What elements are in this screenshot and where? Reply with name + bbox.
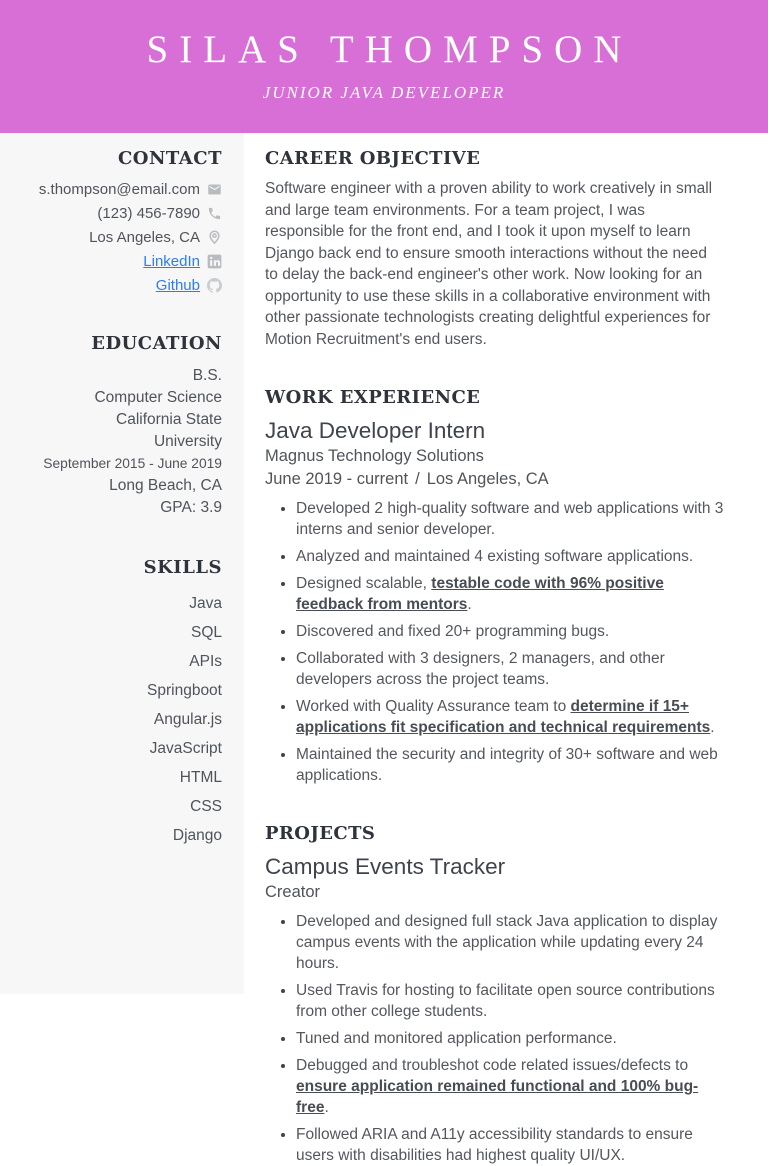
email-text: s.thompson@email.com [38, 181, 200, 198]
project-role: Creator [265, 883, 321, 901]
meta-separator: / [415, 470, 420, 488]
job-location: Los Angeles, CA [426, 470, 549, 488]
github-link[interactable]: Github [155, 277, 200, 294]
bullet-text: Worked with Quality Assurance team to [296, 698, 571, 715]
contact-email-row [12, 180, 222, 199]
job-dates: June 2019 - current [265, 470, 409, 488]
candidate-name: SILAS THOMPSON [146, 28, 633, 71]
bullet-text: . [710, 719, 715, 736]
bullet-text: Analyzed and maintained 4 existing software applications. [296, 548, 694, 565]
project-bullet [296, 1055, 724, 1118]
bullet-text: Maintained the security and integrity of 30+ software and web applications. [296, 746, 718, 784]
location-pin-icon [207, 230, 222, 245]
project-bullet-list [265, 911, 724, 1166]
bullet-text: . [324, 1099, 329, 1116]
experience-bullet [296, 498, 724, 540]
skill-item: JavaScript [149, 740, 222, 757]
education-major: Computer Science [94, 389, 222, 406]
skill-item: Springboot [147, 682, 222, 699]
skill-item: HTML [179, 769, 222, 786]
bullet-text: Discovered and fixed 20+ programming bugs. [296, 623, 610, 640]
highlighted-text: ensure application remained functional and 100% bug-free [296, 1078, 699, 1116]
main-content [244, 133, 768, 1164]
experience-bullet [296, 744, 724, 786]
bullet-text: Developed and designed full stack Java application to display campus events with the application while updating every 24 hours. [296, 913, 718, 972]
projects-section [265, 823, 724, 1166]
skills-heading: SKILLS [143, 557, 222, 578]
contact-location-row [12, 228, 222, 247]
project-title: Campus Events Tracker [265, 854, 506, 879]
github-icon [207, 278, 222, 293]
projects-heading: PROJECTS [265, 823, 376, 844]
skills-list [12, 589, 222, 850]
contact-github-row [12, 276, 222, 295]
career-objective-text: Software engineer with a proven ability to work creatively in small and large team environments. For a team project, I was responsible for the front end, and I took it upon myself to learn Django back end to ensure smooth interactions without the need to delay the back-end engineer's other work. Now looking for an opportunity to use these skills in a collaborative environment with other passionate technologists creating delightful experiences for Motion Recruitment's end users. [265, 180, 713, 348]
job-meta-line [265, 468, 724, 491]
education-heading: EDUCATION [91, 333, 222, 354]
education-location: Long Beach, CA [109, 477, 222, 494]
highlighted-text: determine if 15+ applications fit specification and technical requirements [296, 698, 711, 736]
envelope-icon [207, 182, 222, 197]
bullet-text: Debugged and troubleshot code related issues/defects to [296, 1057, 689, 1074]
skills-section [12, 557, 222, 850]
project-bullet [296, 980, 724, 1022]
bullet-text: Collaborated with 3 designers, 2 managers, and other developers across the project teams. [296, 650, 665, 688]
bullet-text: Designed scalable, [296, 575, 432, 592]
skill-item: Angular.js [153, 711, 222, 728]
bullet-text: Tuned and monitored application performance. [296, 1030, 617, 1047]
contact-phone-row [12, 204, 222, 223]
project-bullet [296, 911, 724, 974]
candidate-title: JUNIOR JAVA DEVELOPER [262, 83, 506, 102]
education-gpa: GPA: 3.9 [160, 499, 222, 516]
work-experience-heading: WORK EXPERIENCE [265, 387, 481, 408]
experience-bullet [296, 546, 724, 567]
company-name: Magnus Technology Solutions [265, 447, 484, 465]
phone-text: (123) 456-7890 [97, 205, 200, 222]
sidebar [0, 133, 244, 994]
experience-bullet [296, 573, 724, 615]
linkedin-link[interactable]: LinkedIn [143, 253, 200, 270]
linkedin-icon [207, 254, 222, 269]
resume-header [0, 0, 768, 133]
contact-heading: CONTACT [117, 148, 222, 169]
experience-bullet [296, 621, 724, 642]
project-bullet [296, 1028, 724, 1049]
work-experience-section [265, 387, 724, 786]
resume-body [0, 133, 768, 1164]
education-school: California State University [116, 411, 222, 450]
skill-item: CSS [190, 798, 222, 815]
bullet-text: . [467, 596, 472, 613]
contact-linkedin-row [12, 252, 222, 271]
job-title: Java Developer Intern [265, 418, 486, 443]
phone-icon [207, 206, 222, 221]
experience-bullet [296, 696, 724, 738]
skill-item: APIs [189, 653, 222, 670]
experience-bullet-list [265, 498, 724, 786]
bullet-text: Used Travis for hosting to facilitate open source contributions from other college students. [296, 982, 715, 1020]
skill-item: Java [189, 595, 222, 612]
career-objective-heading: CAREER OBJECTIVE [265, 148, 481, 169]
skill-item: SQL [190, 624, 222, 641]
skill-item: Django [172, 827, 222, 844]
project-bullet [296, 1124, 724, 1166]
bullet-text: Followed ARIA and A11y accessibility standards to ensure users with disabilities had highest quality UI/UX. [296, 1126, 693, 1164]
education-degree: B.S. [192, 367, 222, 384]
highlighted-text: testable code with 96% positive feedback from mentors [296, 575, 664, 613]
bullet-text: Developed 2 high-quality software and web applications with 3 interns and senior developer. [296, 500, 724, 538]
contact-section [12, 148, 222, 295]
location-text: Los Angeles, CA [89, 229, 200, 246]
education-dates: September 2015 - June 2019 [43, 456, 222, 471]
education-section [12, 333, 222, 519]
experience-bullet [296, 648, 724, 690]
career-objective-section [265, 148, 724, 350]
